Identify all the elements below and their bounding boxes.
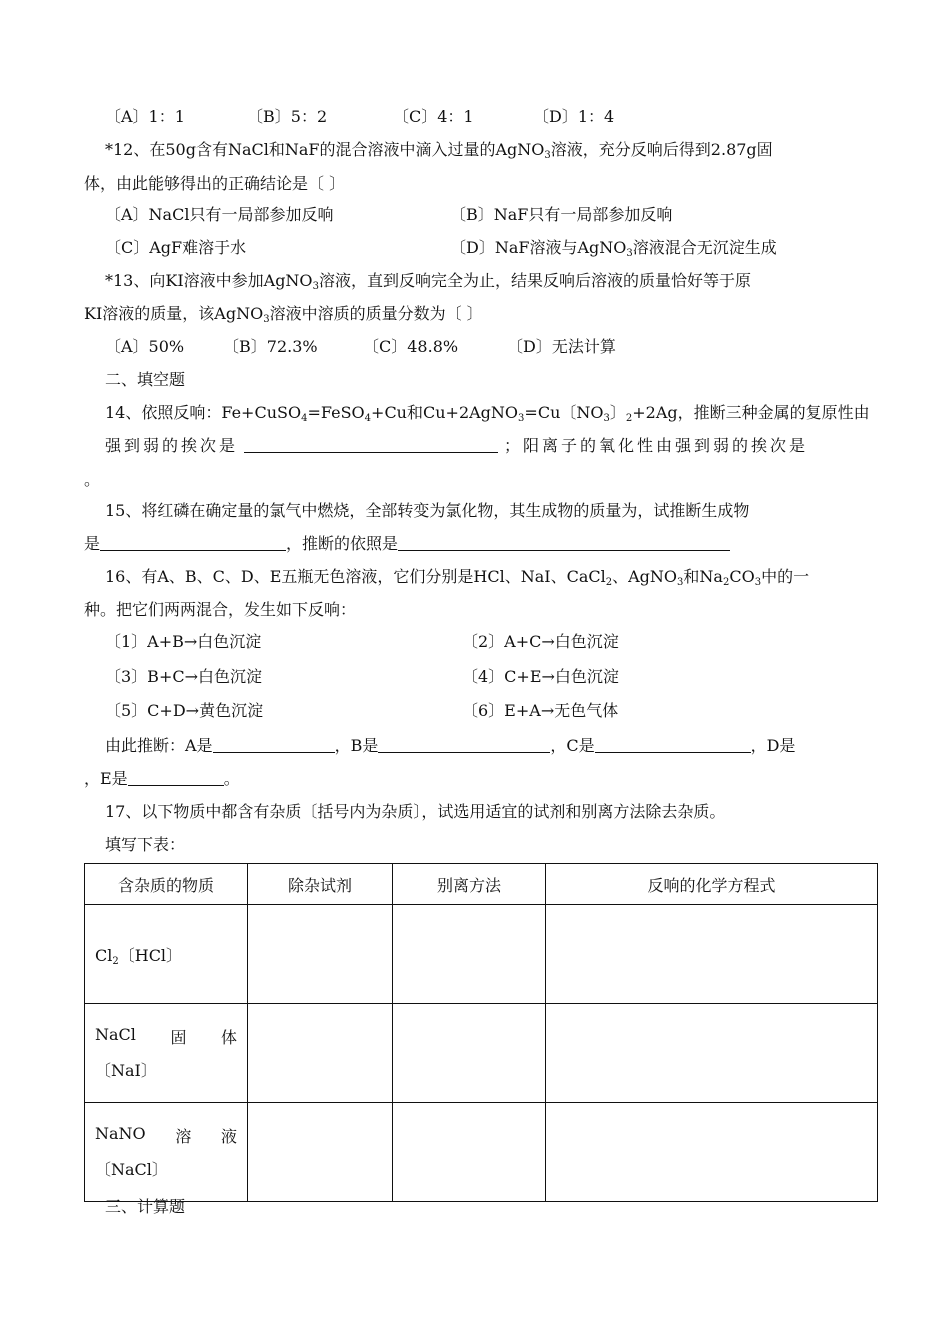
equation-cell[interactable] (546, 1004, 878, 1103)
q16-reaction-2: 〔2〕A+C→白色沉淀 (462, 632, 619, 651)
q15-line1: 15、将红磷在确定量的氯气中燃烧，全部转变为氯化物，其生成物的质量为，试推断生成物 (105, 501, 750, 520)
q13-line2: KI溶液的质量，该AgNO$_3$溶液中溶质的质量分数为〔 〕 (84, 304, 483, 325)
substance-cell: $Cl_2$〔HCl〕 (85, 905, 248, 1004)
impurity-table (84, 863, 878, 1202)
q11-option-a: 〔A〕1：1 (105, 107, 185, 126)
q11-options (105, 106, 614, 128)
q15-line2: 是 ，推断的依照是 (84, 533, 730, 555)
q12-line1: *12、在50g含有NaCl和NaF的混合溶液中滴入过量的AgNO$_3$溶液，充分反响后得到2.87g固 (105, 140, 773, 161)
q14-line2: 强到弱的挨次是 ；阳离子的氧化性由强到弱的挨次是 (105, 436, 809, 455)
table-header: 含杂质的物质 (85, 864, 248, 905)
reagent-cell[interactable] (248, 1103, 393, 1202)
equation-cell[interactable] (546, 905, 878, 1004)
q14-line1: 14、依照反响：Fe+CuSO$_4$=FeSO$_4$+Cu和Cu+2AgNO$_3$=Cu〔$NO_3$〕$_2$+2Ag，推断三种金属的复原性由 (105, 403, 870, 424)
section3-title: 三、计算题 (105, 1197, 186, 1216)
q12-option-d: 〔D〕NaF溶液与AgNO$_3$溶液混合无沉淀生成 (450, 238, 777, 259)
table-header: 除杂试剂 (248, 864, 393, 905)
q13-options (105, 336, 616, 358)
substance-cell: NaCl 固 体 〔NaI〕 (85, 1004, 248, 1103)
method-cell[interactable] (393, 905, 546, 1004)
q12-option-a: 〔A〕NaCl只有一局部参加反响 (105, 205, 334, 224)
q17-line2: 填写下表： (105, 835, 186, 854)
q16-line2: 种。把它们两两混合，发生如下反响： (84, 600, 357, 619)
q16-reaction-4: 〔4〕C+E→白色沉淀 (462, 667, 619, 686)
reagent-cell[interactable] (248, 905, 393, 1004)
q16-reaction-3: 〔3〕B+C→白色沉淀 (105, 667, 262, 686)
method-cell[interactable] (393, 1103, 546, 1202)
q16-blank-b[interactable] (378, 736, 550, 753)
table-row (85, 1004, 878, 1103)
q16-reaction-5: 〔5〕C+D→黄色沉淀 (105, 701, 264, 720)
q13-line1: *13、向KI溶液中参加AgNO$_3$溶液，直到反响完全为止，结果反响后溶液的质量恰好等于原 (105, 271, 751, 292)
q13-option-a: 〔A〕50% (105, 337, 185, 356)
table-header: 反响的化学方程式 (546, 864, 878, 905)
q11-option-d: 〔D〕1：4 (533, 107, 615, 126)
q14-line3: 。 (84, 470, 101, 489)
method-cell[interactable] (393, 1004, 546, 1103)
q16-answer-line2: ，E是 。 (84, 769, 240, 788)
q13-option-c: 〔C〕48.8% (363, 337, 459, 356)
q16-blank-c[interactable] (595, 736, 751, 753)
q12-option-b: 〔B〕NaF只有一局部参加反响 (450, 205, 673, 224)
q16-line1: 16、有A、B、C、D、E五瓶无色溶液，它们分别是HCl、NaI、CaCl$_2$、AgNO$_3$和$Na_2CO_3$中的一 (105, 567, 810, 588)
q16-reaction-6: 〔6〕E+A→无色气体 (462, 701, 619, 720)
substance-cell: NaNO 溶 液 〔NaCl〕 (85, 1103, 248, 1202)
table-header: 别离方法 (393, 864, 546, 905)
q13-option-d: 〔D〕无法计算 (507, 337, 616, 356)
q14-blank-1[interactable] (244, 436, 498, 453)
q15-blank-1[interactable] (100, 534, 286, 551)
equation-cell[interactable] (546, 1103, 878, 1202)
q16-answer-line: 由此推断：A是 ，B是 ，C是 ，D是 (105, 736, 796, 755)
q16-reaction-1: 〔1〕A+B→白色沉淀 (105, 632, 262, 651)
q11-option-c: 〔C〕4：1 (393, 107, 474, 126)
q11-option-b: 〔B〕5：2 (247, 107, 328, 126)
table-row (85, 1103, 878, 1202)
q12-line2: 体，由此能够得出的正确结论是〔 〕 (84, 174, 346, 193)
q12-option-c: 〔C〕AgF难溶于水 (105, 238, 247, 257)
q16-blank-a[interactable] (213, 736, 335, 753)
q15-blank-2[interactable] (398, 534, 730, 551)
table-row (85, 905, 878, 1004)
q13-option-b: 〔B〕72.3% (223, 337, 318, 356)
reagent-cell[interactable] (248, 1004, 393, 1103)
q16-blank-e[interactable] (128, 769, 224, 786)
section2-title: 二、填空题 (105, 370, 186, 389)
q17-line1: 17、以下物质中都含有杂质〔括号内为杂质〕，试选用适宜的试剂和别离方法除去杂质。 (105, 802, 726, 821)
table-header-row (85, 864, 878, 905)
